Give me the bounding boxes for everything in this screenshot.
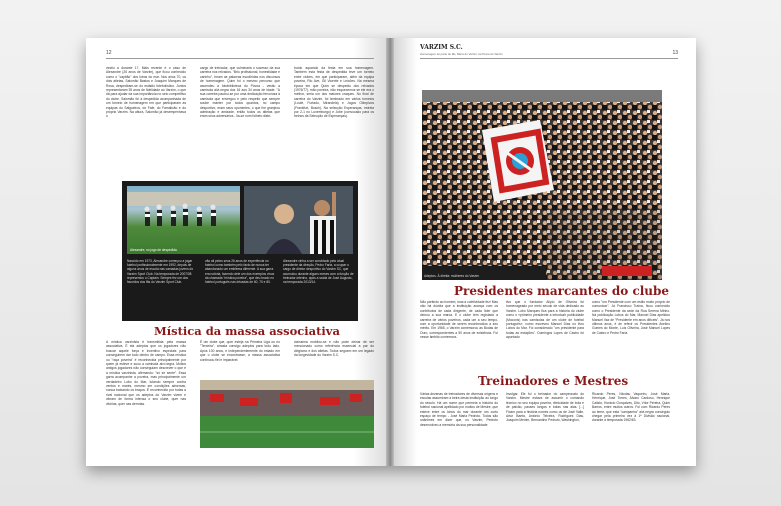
section-title-presidentes: Presidentes marcantes do clube <box>454 284 670 298</box>
left-page <box>86 38 390 466</box>
presidentes-text-col-2: tivo que o fundador Alípio de Oliveira foi homenageado por meio século de vida dedicado ao Varzim. Lobo Marques fica para a história do clube como o «primeiro presidente a introduzir publicidade (Mocovis) nas camisolas de um clube de futebol português», como escreveu Manuel Dias no livro Lobos do Mar. Foi considerado "um presidente para todas as estações". Domingos Lopes de Castro foi apontado <box>506 300 584 340</box>
treinadores-text-col-1: Várias dezenas de treinadores de diversas origens e escolas assumiram a beira desta instituição ao longo do século. Há um nome que permeia a história do futebol nacional apelidado por muitos de Mestre, que esteve entre os lobos do mar durante um curto espaço de tempo - José Maria Pedroto. Todos são unânimes em dizer que, no Varzim, Pedroto desenvolveu a memória da sua personalidade <box>420 392 498 427</box>
brand-subtitle: Homenagem de parte de fãs, Barra do Varzim na Póvoa do Varzim <box>420 52 503 56</box>
mistica-text-col-3: claíssima mobilou-se e não pode deixar de ser mencionado como referência essencial a par do dirigismo e dos atletas. Todos seguem em um legado da longevidade do Varzim S.C. <box>294 340 374 358</box>
page-number-right: 13 <box>672 50 678 56</box>
header-rule-right <box>420 58 678 59</box>
feature-box <box>122 181 358 321</box>
right-page <box>390 38 696 466</box>
section-title-treinadores: Treinadores e Mestres <box>478 374 629 388</box>
presidentes-text-col-1: Não partindo ao homem, mas a coletividade fez! Mas não há dúvida que a instituição avança com os contributos de cada dirigente, de cada líder que deixou a sua marca. E o clube tem registado a carreira de vários poveiros, cada um a seu tempo, com a oportunidade de serem reconhecidos a seu mérito. Em 1965, o Varzim comemorou as Bodas de Ouro, correspondentes a 50 anos de existência. Foi nesse âmbito comemora- <box>420 300 498 340</box>
feature-text-2: vão ali pelos seus 26 anos de experiência no futebol como também pelo facto de nunca ter abandonado um emblema diferente. A sua garra era notória, fazendo dele um dos exemplos vivos da chamada "mística poveira", que deu brado no futebol português nas décadas de 60, 70 e 80. <box>205 259 275 285</box>
treinadores-text-col-3: Ricardo Peres, Nicolau Vaqueiro, José Maria, Henrique, José Torres, Álvaro Cardoso, Henrique Calisto, Horácio Gonçalves, Dito, Vítor Pereira, Quim Barros, entre muitos outros. Foi com Ricardo Peres ao leme, que esta "campanha" alvi-negra conseguiu chegar pela primeira vez à 1ª Divisão nacional, durante a temporada 1962/63. <box>592 392 670 423</box>
left-text-col-1: vestiu a durante 17. Mais recente é o caso de Alexandre (26 anos de Varzim), que ficou conhecido como o "capitão" dos lobos do mar. Nos anos 70, os dois atletas, Salomão Bastos e Joaquim Marques de Rosa, despediram-se do estádio futebolístico. Juntos representaram 35 anos de fidelidade ao Varzim, o que dá para ajudar da sua importância no seio competitivo do clube. Salomão foi a despedida acompanhada de um torneio de homenagem em que participaram as equipas do Salgueiros, do Fafe, do Famalicão e do próprio Varzim. Na altura, Salomão já desempenhava o <box>106 66 186 119</box>
brand-title: VARZIM S.C. <box>420 44 463 51</box>
spine-shadow <box>386 38 394 466</box>
portrait-photo <box>244 186 353 254</box>
players-illustration <box>127 186 240 254</box>
left-text-col-2: cargo de treinador, que culminaria o sucesso da sua carreira nos relvados. "Brio profissional, honestidade e carinho", foram as palavras escolhidas nos discursos de homenagem. Quim foi o mesmo percurso que ascendeu à fotobiblioteca do Póvoa - vestiu a camisola alvi-negra dos 16 aos 34 anos de idade. "A sua carreira pautou-se por uma dedicação fervorosa à camisola que envergou e pelo respeito que sempre soube manter por todos quantos, no campo desportivo, eram seus oponentes, o que lhe granjeou admiração e amizade, então todos os atletas que eram seus adversários - lia-se num folheto distri- <box>200 66 280 119</box>
portrait-illustration <box>244 186 353 254</box>
magazine-spread <box>86 38 696 466</box>
stadium-illustration <box>200 380 374 448</box>
feature-text-3: Alexandre vinha a ser convidado pelo atual presidente da direção, Pedro Faria, a ocupar o cargo de diretor desportivo do Varzim SC, que acumulou durante alguns meses com a função de treinador-interino, após a saída de José Augusto, na temporada 2013/14. <box>283 259 354 285</box>
presidentes-text-col-3: como "um Presidente com um estilo muito próprio de comunicar". Já Francisco Traina, ficou conhecido como o Presidente da sede da Rua Serena Minho. Na publicação Lobos do Mar, Manuel Dias apelidou Manuel Vaz de "Presidente em anos difíceis". Já nos últimos anos, é de referir os Presidentes Avelino Gomes do Monte, Luís Oliveira, José Manuel Lopes de Castro e Pedro Faria. <box>592 300 670 335</box>
treinadores-text-col-2: invulgar. Ele foi o treinador do campeonato do Varzim. Mestre estava de assumir o comando técnico no seu equipa poveira, ritmicidade de bola e de paixão, passes longos e bolas nas alas. [...] Ficam para a história nomes como os de José Valle, Artur Baeta, António Teixeira, Rodrigues Dias, Joaquim Meirim, Bernardino Pedroto, Washington, <box>506 392 584 423</box>
mistica-text-col-2: É um clube que, quer esteja na Primeira Liga ou no "Terceira", arrasta consigo adeptos para todo lado. Após 100 anos, e independentemente do estado em que o clube se encontrasse, a massa associativa continuou fiel e imparável. <box>200 340 280 362</box>
feature-text-1: Nascido em 1973, Alexandre começou a jogar futebol profissionalmente em 1992, depois de alguns anos de escola nas camadas jovens do Varzim Sport Club. Na temporada de 2007/08 representou o Captain. Sempre fez um dos favoritos dos fãs do Varzim Sport Club. <box>127 259 194 285</box>
match-photo-caption: Alexandre, no jogo de despedida. <box>130 247 178 252</box>
stadium-photo <box>200 380 374 448</box>
match-photo <box>127 186 240 254</box>
fans-photo <box>422 90 662 280</box>
fans-illustration <box>422 90 662 280</box>
fans-photo-caption: Adeptos. À direita: mulheres do Varzim <box>424 273 480 278</box>
mistica-text-col-1: A mística varzinista é transmitida pela massa associativa. É ela adeptos que os jogadores não buscar aquele força e incentivo especiais para conseguirem dar tudo dentro de campo. Essa mística ou "raça poveira" é reconhecida principalmente por quem já esteve e suou a camisola alvi-negra. Muitos antigos jogadores não conseguiam descrever o que é a mística varzinista, afirmando: "só se sente". Essa garra acompanhe a poveira, mas principalmente um verdadeiro Lobo do Mar, lutando sempre contra ventos e marés, mesmo em condições adversas, nunca baixando os braços. É reconhecido por todas a rival nacional que os adeptos do Varzim vivem e vibram de forma intensa o seu clube, quer nas vitórias, quer nas derrotas. <box>106 340 186 406</box>
left-text-col-3: buído aquando da festa em sua homenagem. Também esta festa de despedida teve um torneio entre clubes, em que participaram, além da equipa poveira, Rio Ave, Gil Vicente e Leixões. Na mesma época em que Quim se despediu dos relvados (1976/77), mão poveira, não esquecemos se ele era o melhor, seria um dos maiores craques. No final de carreira do Varzim, foi lembrado em vários torneios (Loulé, Furtado, Mirandela) e Jogos Olímpicos (Frankfurt, Bosch). Na selecção Esperanças, estreia por 2-1 no Luxemburgo) e Jobe (convocado para os treinos da Selecção de Esperanças). <box>294 66 374 119</box>
section-title-mistica: Mística da massa associativa <box>154 324 340 338</box>
header-rule-left <box>106 58 374 59</box>
page-number-left: 12 <box>106 50 112 56</box>
